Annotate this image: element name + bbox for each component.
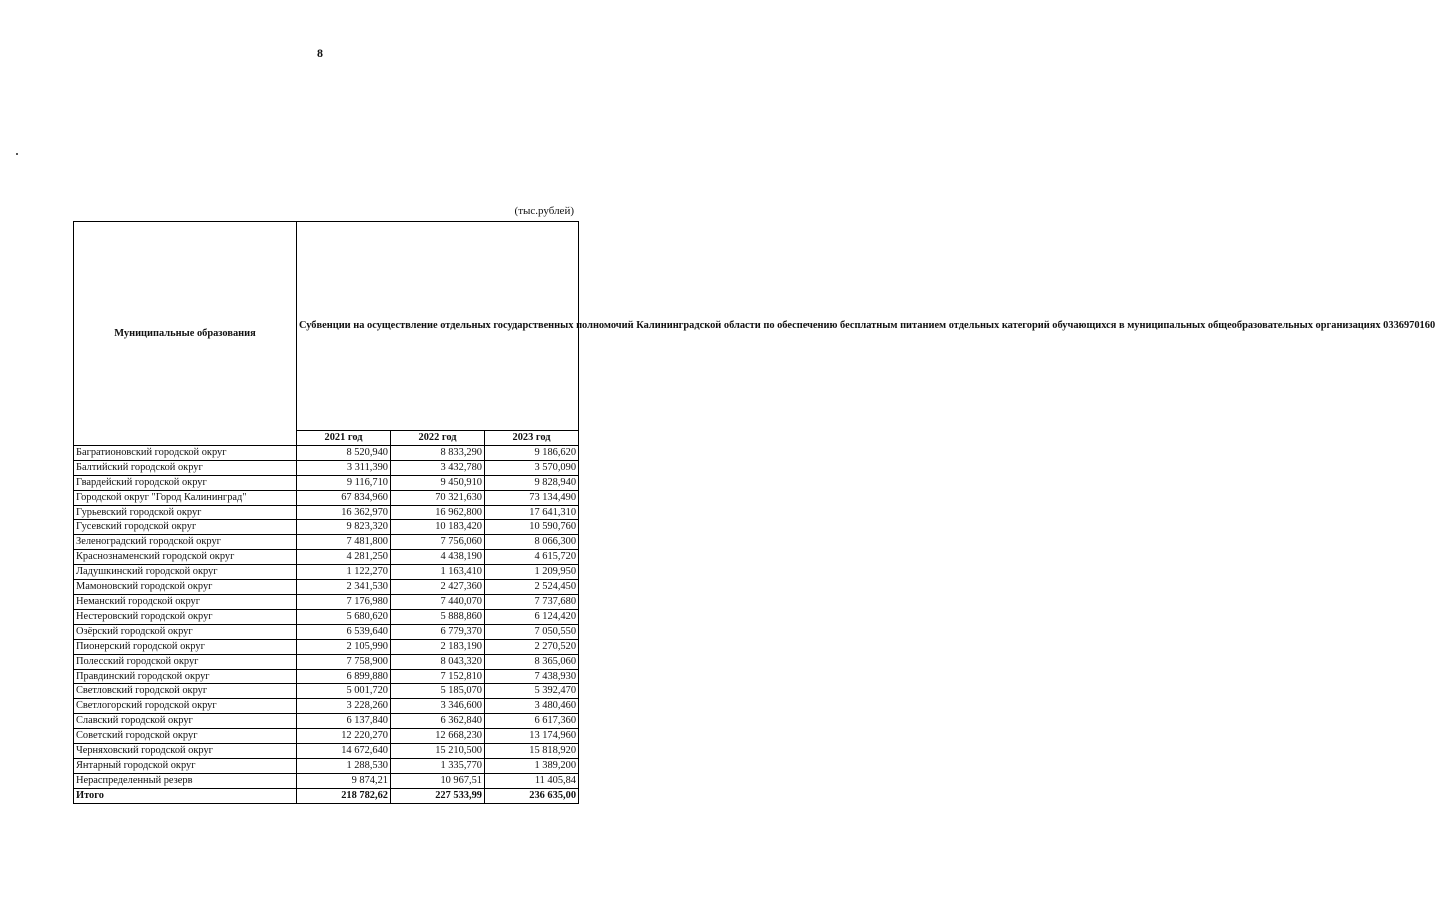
- table-row: [74, 550, 579, 565]
- value-2023: 73 134,490: [485, 490, 579, 505]
- value-2022: 12 668,230: [391, 729, 485, 744]
- value-2023: 4 615,720: [485, 550, 579, 565]
- municipality-name: Городской округ "Город Калининград": [74, 490, 297, 505]
- page-number: 8: [317, 46, 323, 60]
- value-2023: 6 617,360: [485, 714, 579, 729]
- value-2021: 12 220,270: [297, 729, 391, 744]
- municipality-name: Светлогорский городской округ: [74, 699, 297, 714]
- value-2023: 8 365,060: [485, 654, 579, 669]
- value-2022: 10 967,51: [391, 773, 485, 788]
- table-row: [74, 594, 579, 609]
- value-2022: 6 362,840: [391, 714, 485, 729]
- value-2021: 9 823,320: [297, 520, 391, 535]
- municipality-name: Неманский городской округ: [74, 594, 297, 609]
- value-2023: 8 066,300: [485, 535, 579, 550]
- value-2022: 6 779,370: [391, 624, 485, 639]
- municipality-name: Балтийский городской округ: [74, 460, 297, 475]
- value-2022: 3 346,600: [391, 699, 485, 714]
- value-2022: 2 183,190: [391, 639, 485, 654]
- total-2021: 218 782,62: [297, 788, 391, 803]
- table-row: [74, 565, 579, 580]
- subvention-table: [73, 221, 1435, 804]
- value-2021: 6 539,640: [297, 624, 391, 639]
- table-row: [74, 729, 579, 744]
- value-2022: 8 833,290: [391, 445, 485, 460]
- table-row: [74, 744, 579, 759]
- value-2021: 2 105,990: [297, 639, 391, 654]
- municipality-name: Славский городской округ: [74, 714, 297, 729]
- table-row: [74, 535, 579, 550]
- value-2023: 11 405,84: [485, 773, 579, 788]
- table-row: [74, 490, 579, 505]
- value-2021: 8 520,940: [297, 445, 391, 460]
- municipality-name: Багратионовский городской округ: [74, 445, 297, 460]
- value-2023: 1 209,950: [485, 565, 579, 580]
- value-2021: 5 001,720: [297, 684, 391, 699]
- value-2021: 1 122,270: [297, 565, 391, 580]
- municipality-name: Озёрский городской округ: [74, 624, 297, 639]
- value-2022: 70 321,630: [391, 490, 485, 505]
- units-label: (тыс.рублей): [514, 205, 574, 217]
- value-2021: 3 228,260: [297, 699, 391, 714]
- municipality-name: Краснознаменский городской округ: [74, 550, 297, 565]
- header-year-2023: 2023 год: [485, 431, 579, 446]
- table-row: [74, 520, 579, 535]
- value-2022: 10 183,420: [391, 520, 485, 535]
- table-row: [74, 699, 579, 714]
- value-2023: 7 737,680: [485, 594, 579, 609]
- total-2023: 236 635,00: [485, 788, 579, 803]
- table-row: [74, 580, 579, 595]
- value-2023: 7 050,550: [485, 624, 579, 639]
- value-2023: 6 124,420: [485, 609, 579, 624]
- table-row: [74, 669, 579, 684]
- table-row: [74, 773, 579, 788]
- municipality-name: Нестеровский городской округ: [74, 609, 297, 624]
- table-row: [74, 624, 579, 639]
- table-row: [74, 460, 579, 475]
- value-2022: 2 427,360: [391, 580, 485, 595]
- value-2023: 5 392,470: [485, 684, 579, 699]
- value-2021: 7 481,800: [297, 535, 391, 550]
- value-2023: 3 570,090: [485, 460, 579, 475]
- table-row: [74, 684, 579, 699]
- value-2022: 7 440,070: [391, 594, 485, 609]
- value-2021: 1 288,530: [297, 758, 391, 773]
- value-2022: 15 210,500: [391, 744, 485, 759]
- value-2022: 9 450,910: [391, 475, 485, 490]
- table-row: [74, 609, 579, 624]
- value-2021: 7 176,980: [297, 594, 391, 609]
- value-2022: 7 152,810: [391, 669, 485, 684]
- municipality-name: Нераспределенный резерв: [74, 773, 297, 788]
- table-row: [74, 654, 579, 669]
- table-row: [74, 505, 579, 520]
- value-2021: 9 874,21: [297, 773, 391, 788]
- municipality-name: Мамоновский городской округ: [74, 580, 297, 595]
- municipality-name: Гурьевский городской округ: [74, 505, 297, 520]
- table-row: [74, 714, 579, 729]
- value-2023: 13 174,960: [485, 729, 579, 744]
- scan-speck: [16, 153, 18, 155]
- value-2022: 16 962,800: [391, 505, 485, 520]
- municipality-name: Полесский городской округ: [74, 654, 297, 669]
- value-2021: 14 672,640: [297, 744, 391, 759]
- municipality-name: Светловский городской округ: [74, 684, 297, 699]
- value-2023: 10 590,760: [485, 520, 579, 535]
- header-year-2021: 2021 год: [297, 431, 391, 446]
- value-2021: 2 341,530: [297, 580, 391, 595]
- total-label: Итого: [74, 788, 297, 803]
- municipality-name: Ладушкинский городской округ: [74, 565, 297, 580]
- table-row: [74, 758, 579, 773]
- municipality-name: Янтарный городской округ: [74, 758, 297, 773]
- value-2022: 1 163,410: [391, 565, 485, 580]
- value-2022: 5 185,070: [391, 684, 485, 699]
- value-2023: 9 828,940: [485, 475, 579, 490]
- value-2022: 7 756,060: [391, 535, 485, 550]
- municipality-name: Гусевский городской округ: [74, 520, 297, 535]
- value-2021: 67 834,960: [297, 490, 391, 505]
- municipality-name: Зеленоградский городской округ: [74, 535, 297, 550]
- value-2023: 2 270,520: [485, 639, 579, 654]
- value-2023: 7 438,930: [485, 669, 579, 684]
- municipality-name: Гвардейский городской округ: [74, 475, 297, 490]
- value-2022: 8 043,320: [391, 654, 485, 669]
- value-2022: 3 432,780: [391, 460, 485, 475]
- value-2021: 6 137,840: [297, 714, 391, 729]
- value-2023: 1 389,200: [485, 758, 579, 773]
- table-row: [74, 445, 579, 460]
- header-subvention: Субвенции на осуществление отдельных государственных полномочий Калининградской области по обеспечению бесплатным питанием отдельных категорий обучающихся в муниципальных общеобразовательных организациях 0336970160: [297, 222, 579, 431]
- total-2022: 227 533,99: [391, 788, 485, 803]
- value-2021: 6 899,880: [297, 669, 391, 684]
- value-2021: 7 758,900: [297, 654, 391, 669]
- value-2021: 3 311,390: [297, 460, 391, 475]
- municipality-name: Черняховский городской округ: [74, 744, 297, 759]
- value-2023: 3 480,460: [485, 699, 579, 714]
- value-2021: 4 281,250: [297, 550, 391, 565]
- value-2022: 4 438,190: [391, 550, 485, 565]
- header-municipality: Муниципальные образования: [74, 222, 297, 446]
- total-row: [74, 788, 579, 803]
- value-2023: 15 818,920: [485, 744, 579, 759]
- value-2023: 9 186,620: [485, 445, 579, 460]
- value-2022: 1 335,770: [391, 758, 485, 773]
- municipality-name: Пионерский городской округ: [74, 639, 297, 654]
- municipality-name: Правдинский городской округ: [74, 669, 297, 684]
- value-2023: 17 641,310: [485, 505, 579, 520]
- value-2021: 16 362,970: [297, 505, 391, 520]
- value-2023: 2 524,450: [485, 580, 579, 595]
- municipality-name: Советский городской округ: [74, 729, 297, 744]
- value-2022: 5 888,860: [391, 609, 485, 624]
- table-row: [74, 475, 579, 490]
- value-2021: 5 680,620: [297, 609, 391, 624]
- value-2021: 9 116,710: [297, 475, 391, 490]
- header-year-2022: 2022 год: [391, 431, 485, 446]
- table-row: [74, 639, 579, 654]
